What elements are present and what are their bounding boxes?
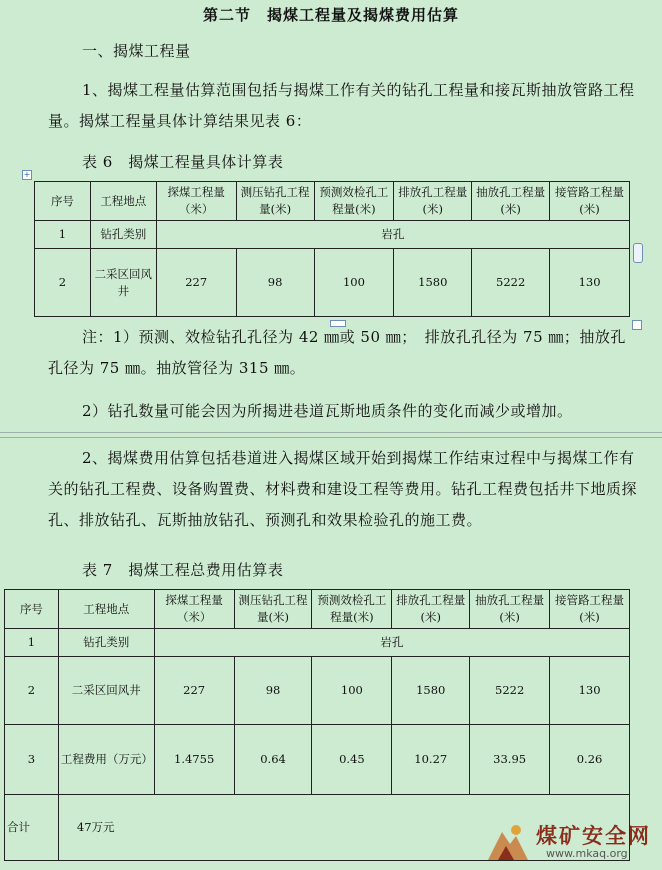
value-cell: 0.64: [234, 725, 312, 795]
value-cell: 1580: [394, 249, 472, 317]
row-place: 二采区回风井: [58, 657, 154, 725]
heading-1: 一、揭煤工程量: [82, 42, 191, 60]
watermark-url: www.mkaq.org: [546, 847, 628, 860]
page-break: [0, 432, 662, 438]
header-cell: 排放孔工程量(米): [394, 182, 472, 221]
value-cell: 98: [234, 657, 312, 725]
watermark-text: 煤矿安全网: [536, 823, 651, 848]
value-cell: 33.95: [470, 725, 550, 795]
header-cell: 序号: [35, 182, 91, 221]
value-cell: 5222: [470, 657, 550, 725]
header-cell: 接管路工程量(米): [550, 590, 630, 629]
value-cell: 0.26: [550, 725, 630, 795]
row-number: 2: [5, 657, 59, 725]
table7-caption: 表 7 揭煤工程总费用估算表: [82, 561, 284, 579]
table-row: [5, 657, 630, 725]
section-title: 第二节 揭煤工程量及揭煤费用估算: [202, 6, 459, 24]
value-cell: 1.4755: [154, 725, 234, 795]
table-row: [5, 725, 630, 795]
value-cell: 130: [550, 249, 630, 317]
merged-cell: 岩孔: [154, 629, 629, 657]
row-number: 3: [5, 725, 59, 795]
table-row: [5, 629, 630, 657]
value-cell: 5222: [472, 249, 550, 317]
header-cell: 探煤工程量（米）: [156, 182, 236, 221]
value-cell: 130: [550, 657, 630, 725]
value-cell: 1580: [392, 657, 470, 725]
header-cell: 探煤工程量（米）: [154, 590, 234, 629]
note-1: 注：1）预测、效检钻孔孔径为 42 ㎜或 50 ㎜； 排放孔孔径为 75 ㎜；抽放孔孔径为 75 ㎜。抽放管径为 315 ㎜。: [48, 328, 626, 377]
mountain-logo-icon: [486, 822, 530, 862]
total-label: 合计: [5, 795, 59, 861]
header-cell: 预测效检孔工程量(米): [312, 590, 392, 629]
merged-cell: 岩孔: [156, 221, 629, 249]
header-cell: 工程地点: [58, 590, 154, 629]
row-number: 2: [35, 249, 91, 317]
header-cell: 抽放孔工程量(米): [472, 182, 550, 221]
table-header-row: [5, 590, 630, 629]
header-cell: 测压钻孔工程量(米): [234, 590, 312, 629]
row-place: 钻孔类别: [58, 629, 154, 657]
header-cell: 工程地点: [90, 182, 156, 221]
table-row: [35, 221, 630, 249]
table-move-handle-icon[interactable]: +: [23, 170, 31, 179]
watermark-logo: [486, 820, 656, 864]
row-place: 钻孔类别: [90, 221, 156, 249]
table-resize-arrow-icon[interactable]: [633, 243, 643, 263]
table-row: [35, 249, 630, 317]
table-6: [34, 181, 630, 317]
header-cell: 序号: [5, 590, 59, 629]
row-place: 工程费用（万元）: [58, 725, 154, 795]
value-cell: 10.27: [392, 725, 470, 795]
header-cell: 接管路工程量(米): [550, 182, 630, 221]
header-cell: 预测效检孔工程量(米): [314, 182, 394, 221]
value-cell: 0.45: [312, 725, 392, 795]
note-2: 2）钻孔数量可能会因为所揭进巷道瓦斯地质条件的变化而减少或增加。: [82, 402, 573, 420]
table-header-row: [35, 182, 630, 221]
header-cell: 抽放孔工程量(米): [470, 590, 550, 629]
row-number: 1: [35, 221, 91, 249]
header-cell: 排放孔工程量(米): [392, 590, 470, 629]
value-cell: 100: [312, 657, 392, 725]
value-cell: 227: [156, 249, 236, 317]
row-number: 1: [5, 629, 59, 657]
value-cell: 100: [314, 249, 394, 317]
value-cell: 98: [236, 249, 314, 317]
paragraph-1: 1、揭煤工程量估算范围包括与揭煤工作有关的钻孔工程量和接瓦斯抽放管路工程量。揭煤工程量具体计算结果见表 6：: [48, 81, 635, 130]
header-cell: 测压钻孔工程量(米): [236, 182, 314, 221]
paragraph-2: 2、揭煤费用估算包括巷道进入揭煤区域开始到揭煤工作结束过程中与揭煤工作有关的钻孔工程费、设备购置费、材料费和建设工程等费用。钻孔工程费包括井下地质探孔、排放钻孔、瓦斯抽放钻孔、预测孔和效果检验孔的施工费。: [48, 449, 638, 529]
row-place: 二采区回风井: [90, 249, 156, 317]
table6-caption: 表 6 揭煤工程量具体计算表: [82, 153, 284, 171]
total-value: 47万元: [58, 795, 629, 861]
value-cell: 227: [154, 657, 234, 725]
